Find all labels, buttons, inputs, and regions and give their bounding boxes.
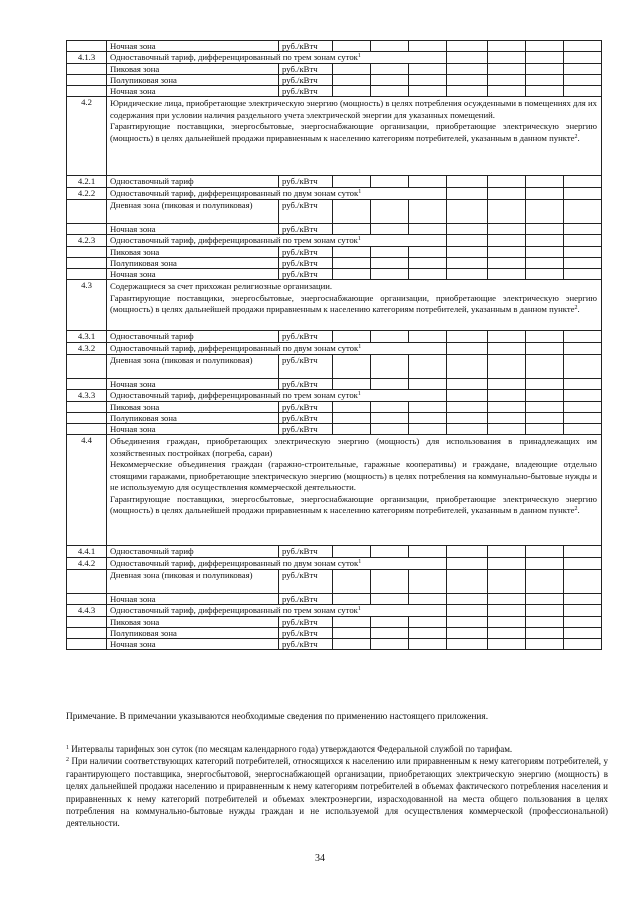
- table-row: [67, 86, 602, 97]
- row-number: 4.3.3: [67, 390, 107, 402]
- row-label: Одноставочный тариф, дифференцированный по двум зонам суток$^1$: [107, 188, 409, 200]
- unit-cell: руб./кВтч: [279, 402, 333, 413]
- table-row: [67, 413, 602, 424]
- row-label: Полупиковая зона: [107, 628, 279, 639]
- unit-cell: руб./кВтч: [279, 224, 333, 235]
- row-label: Полупиковая зона: [107, 258, 279, 269]
- table-row: [67, 280, 602, 331]
- unit-cell: руб./кВтч: [279, 413, 333, 424]
- table-row: [67, 200, 602, 224]
- table-row: [67, 628, 602, 639]
- unit-cell: руб./кВтч: [279, 64, 333, 75]
- table-row: [67, 605, 602, 617]
- unit-cell: руб./кВтч: [279, 41, 333, 52]
- row-label: Одноставочный тариф, дифференцированный по трем зонам суток$^1$: [107, 605, 409, 617]
- table-row: [67, 269, 602, 280]
- row-number: 4.3: [67, 280, 107, 331]
- table-row: [67, 570, 602, 594]
- unit-cell: руб./кВтч: [279, 355, 333, 379]
- unit-cell: руб./кВтч: [279, 628, 333, 639]
- row-label: Одноставочный тариф, дифференцированный по трем зонам суток$^1$: [107, 390, 409, 402]
- table-row: [67, 390, 602, 402]
- footnotes: [66, 743, 608, 830]
- unit-cell: руб./кВтч: [279, 247, 333, 258]
- row-label: Пиковая зона: [107, 617, 279, 628]
- table-row: [67, 41, 602, 52]
- row-label: Дневная зона (пиковая и полупиковая): [107, 355, 279, 379]
- table-row: [67, 355, 602, 379]
- table-row: [67, 639, 602, 650]
- row-label: Ночная зона: [107, 41, 279, 52]
- row-label: Ночная зона: [107, 269, 279, 280]
- table-row: [67, 424, 602, 435]
- row-label: Одноставочный тариф, дифференцированный по двум зонам суток$^1$: [107, 343, 409, 355]
- row-number: 4.1.3: [67, 52, 107, 64]
- unit-cell: руб./кВтч: [279, 570, 333, 594]
- table-row: [67, 435, 602, 546]
- table-row: [67, 64, 602, 75]
- table-row: [67, 594, 602, 605]
- table-row: [67, 402, 602, 413]
- category-description: Юридические лица, приобретающие электрическую энергию (мощность) в целях потребления осужденными в помещениях для их содержания при условии наличия раздельного учета электрической энергии для указанных помещений. Гарантирующие поставщики, энергосбытовые, энергоснабжающие организации, приобретающие электрическую энергию (мощность) в целях дальнейшей продажи приравненным к населению категориям потребителей, указанным в данном пункте$^2$.: [107, 97, 602, 176]
- unit-cell: руб./кВтч: [279, 200, 333, 224]
- row-label: Пиковая зона: [107, 247, 279, 258]
- row-number: 4.4.1: [67, 546, 107, 558]
- table-row: [67, 379, 602, 390]
- row-label: Одноставочный тариф: [107, 176, 279, 188]
- category-description: Содержащиеся за счет прихожан религиозные организации. Гарантирующие поставщики, энергосбытовые, энергоснабжающие организации, приобретающие электрическую энергию (мощность) в целях дальнейшей продажи приравненным к населению категориям потребителей, указанным в данном пункте$^2$.: [107, 280, 602, 331]
- row-label: Дневная зона (пиковая и полупиковая): [107, 570, 279, 594]
- table-row: [67, 558, 602, 570]
- row-label: Ночная зона: [107, 639, 279, 650]
- row-number: 4.3.1: [67, 331, 107, 343]
- row-number: 4.3.2: [67, 343, 107, 355]
- unit-cell: руб./кВтч: [279, 86, 333, 97]
- table-row: [67, 247, 602, 258]
- row-number: 4.4.2: [67, 558, 107, 570]
- row-label: Пиковая зона: [107, 64, 279, 75]
- row-number: 4.2.1: [67, 176, 107, 188]
- unit-cell: руб./кВтч: [279, 379, 333, 390]
- table-row: [67, 188, 602, 200]
- row-number: 4.2: [67, 97, 107, 176]
- row-label: Одноставочный тариф, дифференцированный по трем зонам суток$^1$: [107, 235, 409, 247]
- table-row: [67, 331, 602, 343]
- table-row: [67, 617, 602, 628]
- table-row: [67, 546, 602, 558]
- table-row: [67, 75, 602, 86]
- table-row: [67, 258, 602, 269]
- unit-cell: руб./кВтч: [279, 269, 333, 280]
- table-note: Примечание. В примечании указываются необходимые сведения по применению настоящего приложения.: [66, 712, 489, 722]
- row-label: Пиковая зона: [107, 402, 279, 413]
- unit-cell: руб./кВтч: [279, 546, 333, 558]
- row-number: [67, 41, 107, 52]
- table-row: [67, 235, 602, 247]
- row-label: Одноставочный тариф, дифференцированный по трем зонам суток$^1$: [107, 52, 409, 64]
- unit-cell: руб./кВтч: [279, 176, 333, 188]
- unit-cell: руб./кВтч: [279, 424, 333, 435]
- row-label: Ночная зона: [107, 594, 279, 605]
- row-label: Полупиковая зона: [107, 413, 279, 424]
- unit-cell: руб./кВтч: [279, 639, 333, 650]
- row-label: Ночная зона: [107, 224, 279, 235]
- row-label: Дневная зона (пиковая и полупиковая): [107, 200, 279, 224]
- row-label: Ночная зона: [107, 424, 279, 435]
- page-number: 34: [315, 853, 325, 864]
- unit-cell: руб./кВтч: [279, 594, 333, 605]
- table-row: [67, 176, 602, 188]
- row-label: Одноставочный тариф, дифференцированный по двум зонам суток$^1$: [107, 558, 409, 570]
- row-label: Ночная зона: [107, 379, 279, 390]
- footnote-2: $^2$ При наличии соответствующих категорий потребителей, относящихся к населению или приравненным к нему категориям потребителей, у гарантирующего поставщика, энергосбытовой, энергоснабжающей организации, приобретающих электрическую энергию (мощность) в целях дальнейшей продажи населению и приравненным к нему категориям потребителей в объемах фактического потребления населения и приравненных к нему категорий потребителей и объемах электроэнергии, израсходованной на места общего пользования в целях потребления на коммунально-бытовые нужды граждан и не используемой для осуществления коммерческой (профессиональной) деятельности.: [66, 756, 608, 829]
- unit-cell: руб./кВтч: [279, 258, 333, 269]
- row-label: Полупиковая зона: [107, 75, 279, 86]
- row-number: 4.4: [67, 435, 107, 546]
- row-number: 4.2.2: [67, 188, 107, 200]
- footnote-1: $^1$ Интервалы тарифных зон суток (по месяцам календарного года) утверждаются Федеральной службой по тарифам.: [66, 744, 513, 754]
- row-label: Ночная зона: [107, 86, 279, 97]
- category-description: Объединения граждан, приобретающих электрическую энергию (мощность) для использования в принадлежащих им хозяйственных постройках (погреба, сараи) Некоммерческие объединения граждан (гаражно-строительные, гаражные кооперативы) и граждане, владеющие отдельно стоящими гаражами, приобретающие электрическую энергию (мощность) в целях потребления на коммунально-бытовые нужды и не используемую для осуществления коммерческой деятельности. Гарантирующие поставщики, энергосбытовые, энергоснабжающие организации, приобретающие электрическую энергию (мощность) в целях дальнейшей продажи приравненным к населению категориям потребителей, указанным в данном пункте$^2$.: [107, 435, 602, 546]
- table-row: [67, 52, 602, 64]
- unit-cell: руб./кВтч: [279, 75, 333, 86]
- unit-cell: руб./кВтч: [279, 617, 333, 628]
- row-label: Одноставочный тариф: [107, 546, 279, 558]
- row-number: 4.2.3: [67, 235, 107, 247]
- tariff-table: [66, 40, 602, 650]
- row-number: 4.4.3: [67, 605, 107, 617]
- unit-cell: руб./кВтч: [279, 331, 333, 343]
- table-row: [67, 97, 602, 176]
- row-label: Одноставочный тариф: [107, 331, 279, 343]
- table-row: [67, 224, 602, 235]
- table-row: [67, 343, 602, 355]
